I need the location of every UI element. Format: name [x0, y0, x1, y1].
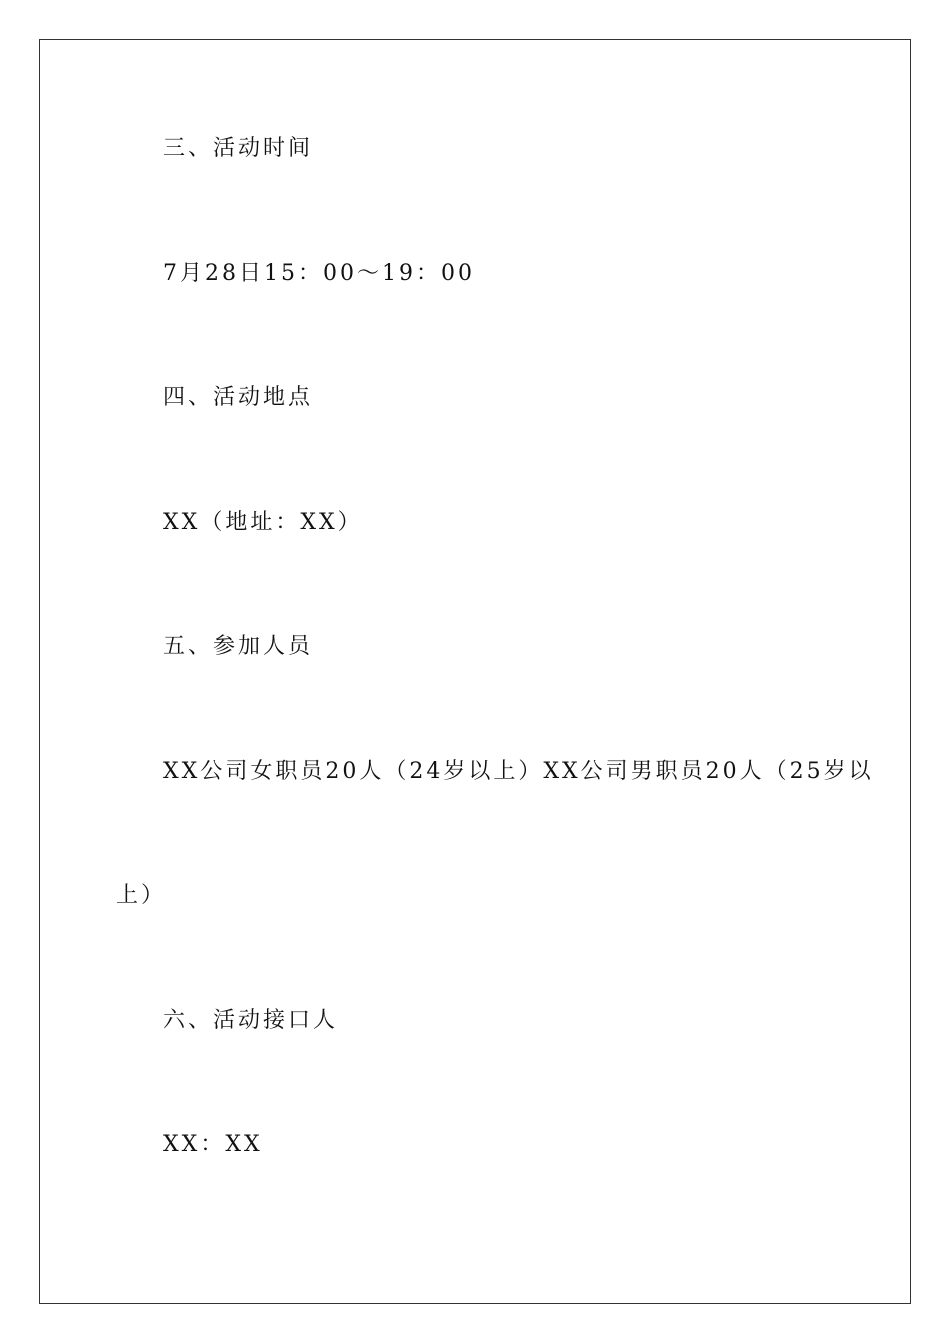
section-body-contact: XX：XX: [163, 1132, 263, 1157]
page-border: [39, 39, 911, 1304]
section-body-participants-line2: 上）: [116, 883, 167, 908]
section-heading-contact: 六、活动接口人: [163, 1008, 339, 1033]
section-body-time: 7月28日15：00～19：00: [163, 261, 475, 286]
section-heading-participants: 五、参加人员: [163, 634, 314, 659]
section-body-participants-line1: XX公司女职员20人（24岁以上）XX公司男职员20人（25岁以: [163, 759, 874, 784]
section-heading-time: 三、活动时间: [163, 136, 314, 161]
section-heading-location: 四、活动地点: [163, 385, 314, 410]
section-body-location: XX（地址：XX）: [163, 510, 363, 535]
